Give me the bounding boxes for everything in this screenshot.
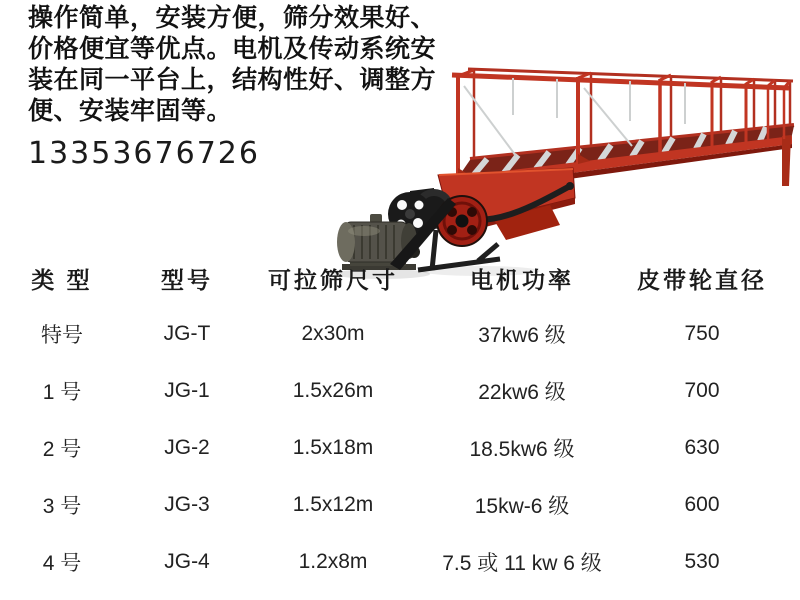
intro-line: 操作简单，安装方便，筛分效果好、 xyxy=(28,4,437,32)
phone-number: 13353676726 xyxy=(28,136,260,171)
intro-line: 装在同一平台上，结构性好、调整方 xyxy=(28,66,437,94)
table-cell: JG-4 xyxy=(164,549,210,573)
table-cell: 1 号 xyxy=(42,380,82,404)
table-cell: JG-3 xyxy=(164,492,210,516)
table-row xyxy=(0,419,776,476)
table-cell: 1.5x18m xyxy=(292,435,374,459)
table-cell: 600 xyxy=(684,492,720,516)
table-cell: 2x30m xyxy=(301,321,365,345)
spec-table xyxy=(0,258,776,590)
table-cell: 3 号 xyxy=(42,494,82,518)
table-cell: 15kw-6 级 xyxy=(474,494,570,518)
column-header: 类 型 xyxy=(31,266,93,293)
table-cell: 1.5x12m xyxy=(292,492,374,516)
table-row xyxy=(0,476,776,533)
machine-illustration xyxy=(330,28,800,280)
table-cell: 7.5 或 11 kw 6 级 xyxy=(442,551,602,575)
column-header: 电机功率 xyxy=(470,266,574,293)
table-cell: JG-T xyxy=(163,321,211,345)
table-cell: 630 xyxy=(684,435,720,459)
table-cell: 750 xyxy=(684,321,720,345)
intro-line: 价格便宜等优点。电机及传动系统安 xyxy=(28,35,437,63)
bed-end-leg xyxy=(782,135,791,186)
table-cell: 530 xyxy=(684,549,720,573)
column-header: 可拉筛尺寸 xyxy=(268,266,398,293)
table-cell: JG-2 xyxy=(164,435,210,459)
table-cell: 2 号 xyxy=(42,437,82,461)
table-cell: JG-1 xyxy=(164,378,210,402)
table-body xyxy=(0,305,776,590)
table-cell: 特号 xyxy=(41,323,83,347)
table-cell: 18.5kw6 级 xyxy=(469,437,575,461)
table-row xyxy=(0,305,776,362)
table-cell: 4 号 xyxy=(42,551,82,575)
table-cell: 1.5x26m xyxy=(292,378,374,402)
column-header: 型号 xyxy=(161,266,213,293)
table-cell: 22kw6 级 xyxy=(478,380,566,404)
table-cell: 37kw6 级 xyxy=(478,323,566,347)
table-header-row xyxy=(0,258,776,298)
column-header: 皮带轮直径 xyxy=(637,266,767,293)
table-cell: 700 xyxy=(684,378,720,402)
table-row xyxy=(0,362,776,419)
table-row xyxy=(0,533,776,590)
intro-line: 便、安装牢固等。 xyxy=(28,97,233,125)
table-cell: 1.2x8m xyxy=(298,549,368,573)
crank-mount xyxy=(566,182,574,190)
product-photo xyxy=(330,28,800,280)
